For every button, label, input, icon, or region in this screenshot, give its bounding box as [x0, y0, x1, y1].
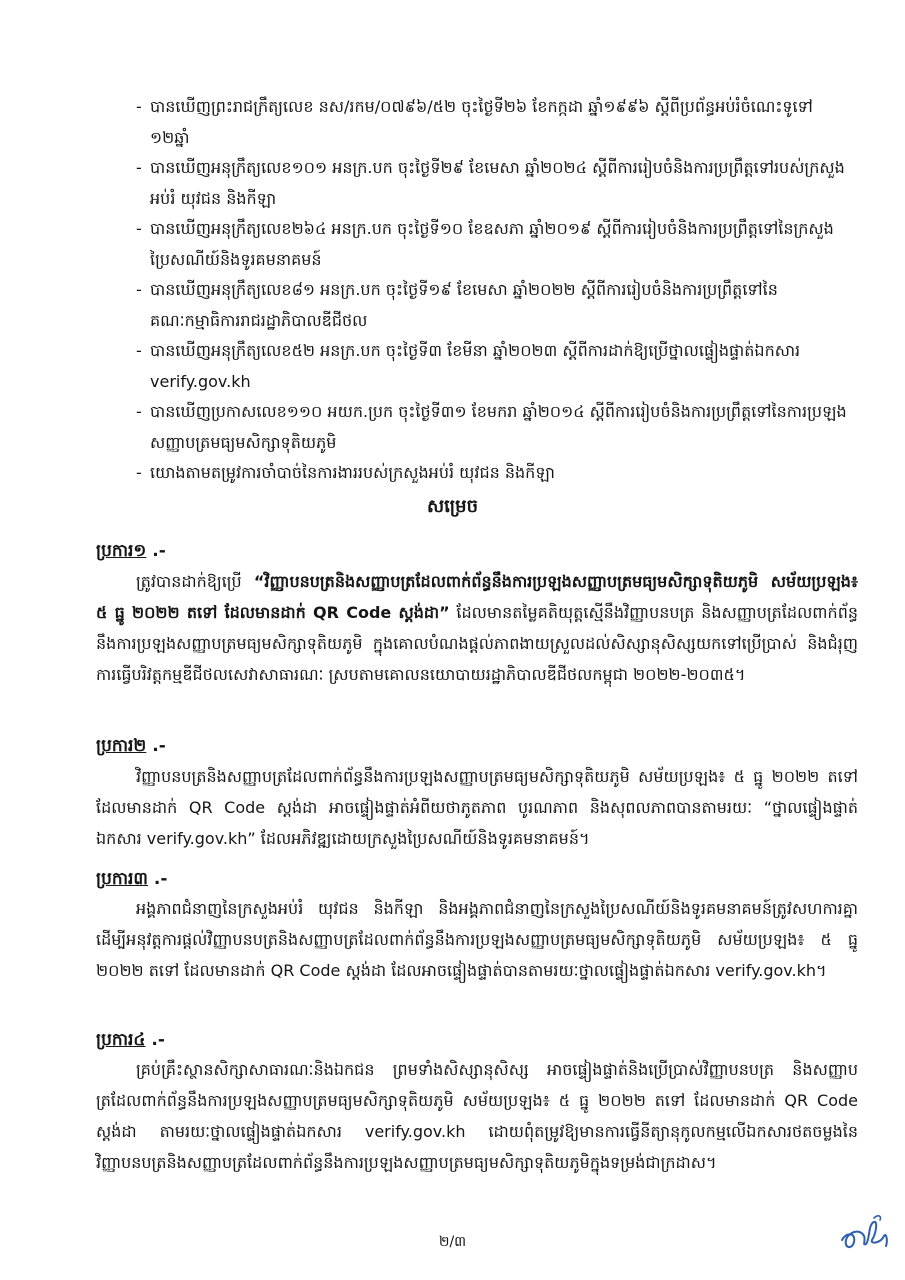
article-label: ប្រការ១ [96, 541, 147, 561]
article-body: អង្គភាពជំនាញនៃក្រសួងអប់រំ យុវជន និងកីឡា និងអង្គភាពជំនាញនៃក្រសួងប្រៃសណីយ៍និងទូរគមនាគមន៍ត្រូវសហការគ្នា ដើម្បីអនុវត្តការផ្តល់វិញ្ញាបនបត្រនិងសញ្ញាបត្រដែលពាក់ព័ន្ធនឹងការប្រឡងសញ្ញាបត្រមធ្យមសិក្សាទុតិយភូមិ សម័យប្រឡង៖ ៥ ធ្នូ ២០២២ តទៅ ដែលមានដាក់ QR Code ស្តង់ដា ដែលអាចផ្ទៀងផ្ទាត់បានតាមរយៈថ្នាលផ្ទៀងផ្ទាត់ឯកសារ verify.gov.kh។ [96, 899, 858, 980]
article-body: វិញ្ញាបនបត្រនិងសញ្ញាបត្រដែលពាក់ព័ន្ធនឹងការប្រឡងសញ្ញាបត្រមធ្យមសិក្សាទុតិយភូមិ សម័យប្រឡង៖ ៥ ធ្នូ ២០២២ តទៅ ដែលមានដាក់ QR Code ស្តង់ដា អាចផ្ទៀងផ្ទាត់អំពីយថាភូតភាព បូរណភាព និងសុពលភាពបានតាមរយៈ “ថ្នាលផ្ទៀងផ្ទាត់ឯកសារ verify.gov.kh” ដែលអភិវឌ្ឍដោយក្រសួងប្រៃសណីយ៍និងទូរគមនាគមន៍។ [96, 767, 858, 848]
article-suffix: .- [151, 1030, 165, 1050]
reference-item: - យោងតាមតម្រូវការចាំបាច់នៃការងាររបស់ក្រសួងអប់រំ យុវជន និងកីឡា [136, 458, 856, 489]
article-heading [96, 536, 166, 566]
reference-item: - បានឃើញអនុក្រឹត្យលេខ៨១ អនក្រ.បក ចុះថ្ងៃទី១៩ ខែមេសា ឆ្នាំ២០២២ ស្តីពីការរៀបចំនិងការប្រព្រឹត្តទៅនៃគណៈកម្មាធិការរាជរដ្ឋាភិបាលឌីជីថល [136, 275, 856, 336]
article-suffix: .- [152, 736, 166, 756]
article-text-emphasis: “វិញ្ញាបនបត្រនិងសញ្ញាបត្រដែលពាក់ព័ន្ធនឹងការប្រឡងសញ្ញាបត្រមធ្យមសិក្សាទុតិយភូមិ សម័យប្រឡង៖ ៥ ធ្នូ ២០២២ តទៅ ដែលមានដាក់ QR Code ស្តង់ដា” [96, 572, 858, 622]
article-label: ប្រការ៣ [96, 869, 148, 889]
article-heading [96, 731, 166, 761]
article-heading [96, 864, 167, 894]
initials-stroke [842, 1222, 887, 1247]
reference-item: - បានឃើញប្រកាសលេខ១១០ អយក.ប្រក ចុះថ្ងៃទី៣១ ខែមករា ឆ្នាំ២០១៤ ស្តីពីការរៀបចំនិងការប្រព្រឹត្តទៅនៃការប្រឡងសញ្ញាបត្រមធ្យមសិក្សាទុតិយភូមិ [136, 397, 856, 458]
decision-heading: សម្រេច [426, 496, 479, 517]
article-suffix: .- [153, 869, 168, 889]
reference-item: - បានឃើញអនុក្រឹត្យលេខ២៦៤ អនក្រ.បក ចុះថ្ងៃទី១០ ខែឧសភា ឆ្នាំ២០១៩ ស្តីពីការរៀបចំនិងការប្រព្រឹត្តទៅនៃក្រសួងប្រៃសណីយ៍និងទូរគមនាគមន៍ [136, 214, 856, 275]
article-suffix: .- [152, 541, 166, 561]
handwritten-initials [836, 1210, 892, 1254]
reference-list [136, 92, 856, 489]
reference-item: - បានឃើញព្រះរាជក្រឹត្យលេខ នស/រកម/០៧៩៦/៥២ ចុះថ្ងៃទី២៦ ខែកក្កដា ឆ្នាំ១៩៩៦ ស្តីពីប្រព័ន្ធអប់រំចំណេះទូទៅ ១២ឆ្នាំ [136, 92, 856, 153]
article-body [96, 566, 858, 690]
page-number: ២/៣ [438, 1234, 467, 1250]
article-label: ប្រការ៤ [96, 1030, 146, 1050]
article-body: គ្រប់គ្រឹះស្ថានសិក្សាសាធារណៈនិងឯកជន ព្រមទាំងសិស្សានុសិស្ស អាចផ្ទៀងផ្ទាត់និងប្រើប្រាស់វិញ្ញាបនបត្រ និងសញ្ញាបត្រដែលពាក់ព័ន្ធនឹងការប្រឡងសញ្ញាបត្រមធ្យមសិក្សាទុតិយភូមិ សម័យប្រឡង៖ ៥ ធ្នូ ២០២២ តទៅ ដែលមានដាក់ QR Code ស្តង់ដា តាមរយៈថ្នាលផ្ទៀងផ្ទាត់ឯកសារ verify.gov.kh ដោយពុំតម្រូវឱ្យមានការធ្វើនីត្យានុកូលកម្មលើឯកសារថតចម្លងនៃវិញ្ញាបនបត្រនិងសញ្ញាបត្រដែលពាក់ព័ន្ធនឹងការប្រឡងសញ្ញាបត្រមធ្យមសិក្សាទុតិយភូមិក្នុងទម្រង់ជាក្រដាស។ [96, 1060, 858, 1172]
reference-item: - បានឃើញអនុក្រឹត្យលេខ៥២ អនក្រ.បក ចុះថ្ងៃទី៣ ខែមីនា ឆ្នាំ២០២៣ ស្តីពីការដាក់ឱ្យប្រើថ្នាលផ្ទៀងផ្ទាត់ឯកសារ verify.gov.kh [136, 336, 856, 397]
article-label: ប្រការ២ [96, 736, 147, 756]
article-text-rest: ដែលមានតម្លៃគតិយុត្តស្មើនឹងវិញ្ញាបនបត្រ និងសញ្ញាបត្រដែលពាក់ព័ន្ធនឹងការប្រឡងសញ្ញាបត្រមធ្យមសិក្សាទុតិយភូមិ ក្នុងគោលបំណងផ្តល់ភាពងាយស្រួលដល់សិស្សានុសិស្សយកទៅប្រើប្រាស់ និងជំរុញការធ្វើបរិវត្តកម្មឌីជីថលសេវាសាធារណៈ ស្របតាមគោលនយោបាយរដ្ឋាភិបាលឌីជីថលកម្ពុជា ២០២២-២០៣៥។ [96, 603, 859, 684]
initials-stroke [874, 1216, 881, 1220]
reference-item: - បានឃើញអនុក្រឹត្យលេខ១០១ អនក្រ.បក ចុះថ្ងៃទី២៩ ខែមេសា ឆ្នាំ២០២៤ ស្តីពីការរៀបចំនិងការប្រព្រឹត្តទៅរបស់ក្រសួងអប់រំ យុវជន និងកីឡា [136, 153, 856, 214]
article-text-lead: ត្រូវបានដាក់ឱ្យប្រើ [136, 572, 254, 591]
article-heading [96, 1025, 165, 1055]
